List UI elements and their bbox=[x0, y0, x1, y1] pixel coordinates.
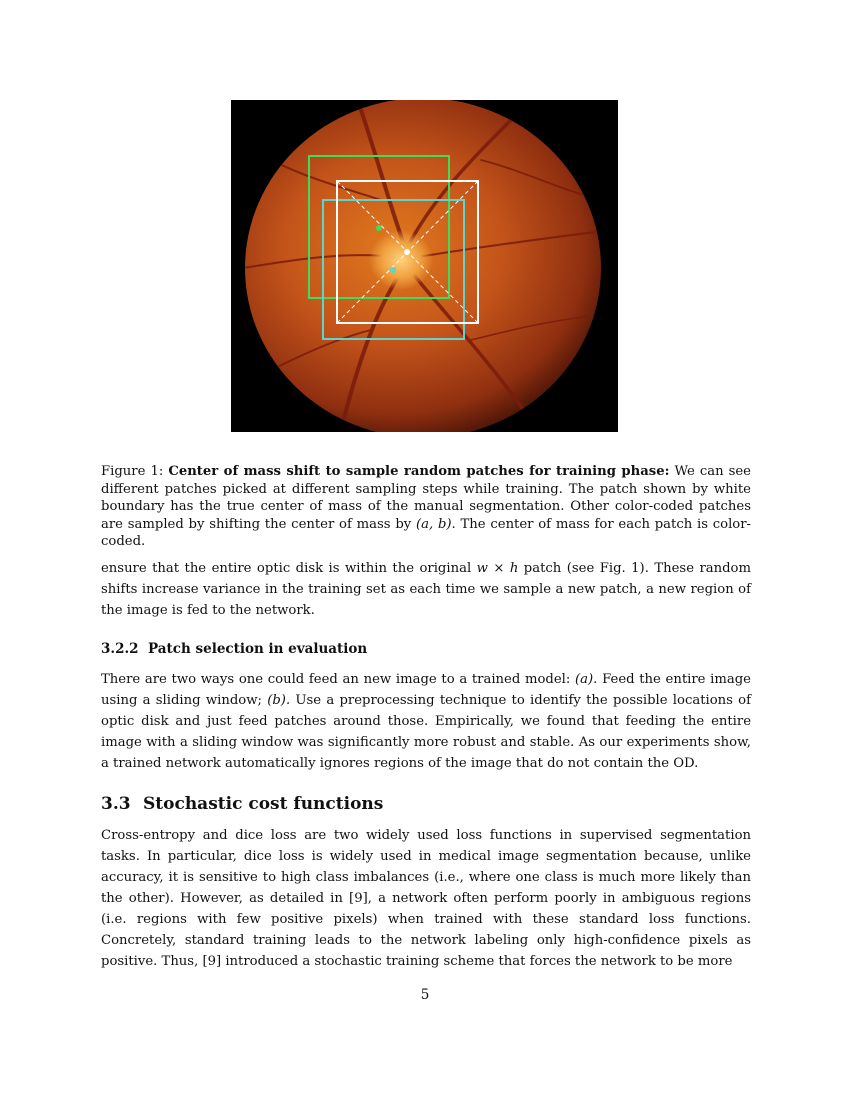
caption-prefix: Figure 1: bbox=[101, 464, 169, 479]
para1-before: ensure that the entire optic disk is within the original bbox=[101, 561, 477, 576]
fundus-figure bbox=[231, 100, 618, 432]
section-number: 3.3 bbox=[101, 794, 131, 814]
true-center-of-mass bbox=[404, 249, 410, 255]
para1-after: patch (see Fig. 1). These random shifts increase variance in the training set as each time we sample a new patch, a new region of the image is fed to the network. bbox=[101, 561, 751, 618]
caption-tail: . The center of mass for each patch is color-coded. bbox=[101, 516, 751, 550]
paragraph-2 bbox=[101, 669, 751, 774]
subsection-number: 3.2.2 bbox=[101, 641, 139, 657]
green-center-of-mass bbox=[376, 225, 382, 231]
paragraph-1 bbox=[101, 558, 751, 621]
section-heading bbox=[101, 794, 383, 814]
caption-text: We can see different patches picked at different sampling steps while training. The patch shown by white boundary has the true center of mass of the manual segmentation. Other color-coded patches are sampled by shifting the center of mass by bbox=[101, 464, 751, 532]
para1-math: w × h bbox=[476, 561, 519, 576]
section-title: Stochastic cost functions bbox=[143, 794, 384, 814]
para2-text-2: Feed the entire image using a sliding window; bbox=[101, 672, 751, 708]
para2-text-3: Use a preprocessing technique to identify the possible locations of optic disk and just feed patches around those. Empirically, we found that feeding the entire image with a sliding window was significantly more robust and stable. As our experiments show, a trained network automatically ignores regions of the image that do not contain the OD. bbox=[101, 693, 752, 771]
para2-b: (b). bbox=[267, 693, 291, 708]
figure-caption bbox=[101, 463, 751, 551]
para2-text-1: There are two ways one could feed an new image to a trained model: bbox=[101, 672, 576, 687]
paragraph-3: Cross-entropy and dice loss are two widely used loss functions in supervised segmentation tasks. In particular, dice loss is widely used in medical image segmentation because, unlike accuracy, it is sensitive to high class imbalances (i.e., where one class is much more likely than the other). However, as detailed in [9], a network often perform poorly in ambiguous regions (i.e. regions with few positive pixels) when trained with these standard loss functions. Concretely, standard training leads to the network labeling only high-confidence pixels as positive. Thus, [9] introduced a stochastic training scheme that forces the network to be more bbox=[101, 828, 751, 969]
subsection-heading bbox=[101, 641, 367, 657]
fundus-image bbox=[231, 100, 618, 432]
cyan-center-of-mass bbox=[390, 267, 396, 273]
caption-bold: Center of mass shift to sample random patches for training phase: bbox=[168, 464, 670, 479]
page-number: 5 bbox=[420, 987, 430, 1003]
subsection-title: Patch selection in evaluation bbox=[148, 641, 368, 657]
para2-a: (a). bbox=[575, 672, 598, 687]
caption-math: (a, b) bbox=[415, 516, 452, 532]
